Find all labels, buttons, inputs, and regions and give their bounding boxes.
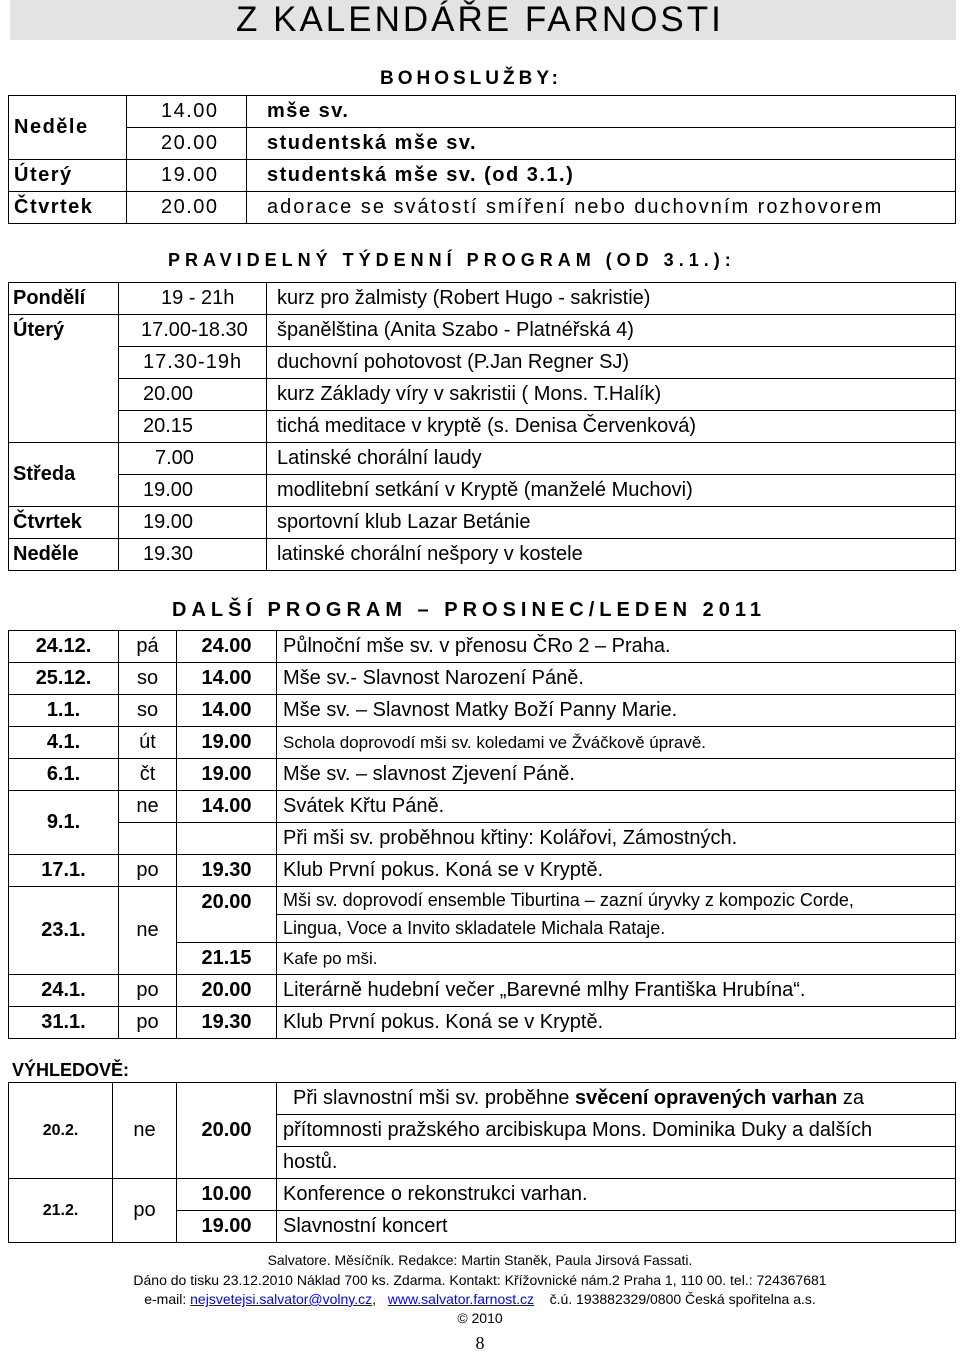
table-row <box>9 975 956 1007</box>
other-table <box>8 630 956 1039</box>
website-link[interactable]: www.salvator.farnost.cz <box>387 1291 535 1307</box>
dow-cell: út <box>119 727 177 759</box>
empty-cell <box>119 823 177 855</box>
table-row <box>9 443 956 475</box>
date-cell: 23.1. <box>9 887 119 975</box>
text-cell <box>277 1083 956 1115</box>
text-cell: Mši sv. doprovodí ensemble Tiburtina – zazní úryvky z kompozic Corde, <box>277 887 956 915</box>
text-cell: Schola doprovodí mši sv. koledami ve Žváčkově úpravě. <box>277 727 956 759</box>
text-cell: adorace se svátostí smíření nebo duchovním rozhovorem <box>247 192 956 224</box>
date-cell: 24.12. <box>9 631 119 663</box>
empty-cell <box>177 823 277 855</box>
table-row <box>9 887 956 915</box>
date-cell: 17.1. <box>9 855 119 887</box>
text-cell: Kafe po mši. <box>277 943 956 975</box>
time-cell: 20.00 <box>177 975 277 1007</box>
text-cell: studentská mše sv. <box>247 128 956 160</box>
text-cell: sportovní klub Lazar Betánie <box>267 507 956 539</box>
table-row <box>9 315 956 347</box>
time-cell: 19.00 <box>177 727 277 759</box>
day-cell: Úterý <box>9 315 119 443</box>
text-cell: kurz pro žalmisty (Robert Hugo - sakristie) <box>267 283 956 315</box>
text-cell: Svátek Křtu Páně. <box>277 791 956 823</box>
day-cell: Úterý <box>9 160 127 192</box>
time-cell: 10.00 <box>177 1179 277 1211</box>
time-cell: 20.00 <box>177 887 277 943</box>
day-cell: Neděle <box>9 96 127 160</box>
text-cell: Klub První pokus. Koná se v Kryptě. <box>277 1007 956 1039</box>
table-row <box>9 347 956 379</box>
time-cell: 20.15 <box>119 411 267 443</box>
page-number: 8 <box>475 1333 485 1353</box>
text-cell: Latinské chorální laudy <box>267 443 956 475</box>
time-cell: 19.00 <box>177 759 277 791</box>
weekly-table <box>8 282 956 571</box>
footer-line-3 <box>0 1291 960 1307</box>
dow-cell: po <box>113 1179 177 1243</box>
time-cell: 20.00 <box>177 1083 277 1179</box>
time-cell: 19.00 <box>119 475 267 507</box>
time-cell: 19.30 <box>119 539 267 571</box>
text-cell: Mše sv. – Slavnost Matky Boží Panny Marie. <box>277 695 956 727</box>
table-row <box>9 727 956 759</box>
email-label: e-mail: <box>144 1291 191 1307</box>
day-cell: Pondělí <box>9 283 119 315</box>
table-row <box>9 1083 956 1115</box>
bohosluzby-heading: BOHOSLUŽBY: <box>380 68 562 89</box>
time-cell: 19.00 <box>127 160 247 192</box>
date-cell: 9.1. <box>9 791 119 855</box>
text-cell: Půlnoční mše sv. v přenosu ČRo 2 – Praha. <box>277 631 956 663</box>
table-row <box>9 855 956 887</box>
dow-cell: so <box>119 695 177 727</box>
separator: , <box>372 1291 377 1307</box>
date-cell: 25.12. <box>9 663 119 695</box>
date-cell: 24.1. <box>9 975 119 1007</box>
time-cell: 20.00 <box>127 192 247 224</box>
dow-cell: po <box>119 855 177 887</box>
email-link[interactable]: nejsvetejsi.salvator@volny.cz <box>190 1291 373 1307</box>
footer-line-2: Dáno do tisku 23.12.2010 Náklad 700 ks. Zdarma. Kontakt: Křížovnické nám.2 Praha 1, 110 00. tel.: 724367681 <box>133 1272 827 1288</box>
text-cell: tichá meditace v kryptě (s. Denisa Červenková) <box>267 411 956 443</box>
time-cell: 24.00 <box>177 631 277 663</box>
text-emphasis: svěcení opravených varhan <box>574 1087 838 1109</box>
table-row <box>9 475 956 507</box>
table-row <box>9 759 956 791</box>
table-row <box>9 663 956 695</box>
day-cell: Čtvrtek <box>9 507 119 539</box>
time-cell: 14.00 <box>177 663 277 695</box>
time-cell: 7.00 <box>119 443 267 475</box>
text-cell: Literárně hudební večer „Barevné mlhy Františka Hrubína“. <box>277 975 956 1007</box>
dow-cell: po <box>119 1007 177 1039</box>
time-cell: 21.15 <box>177 943 277 975</box>
text-cell: španělština (Anita Szabo - Platnéřská 4) <box>267 315 956 347</box>
dow-cell: so <box>119 663 177 695</box>
table-row <box>9 631 956 663</box>
date-cell: 4.1. <box>9 727 119 759</box>
text-cell: latinské chorální nešpory v kostele <box>267 539 956 571</box>
time-cell: 19.30 <box>177 855 277 887</box>
bohosluzby-table <box>8 95 956 224</box>
day-cell: Středa <box>9 443 119 507</box>
text-cell: Mše sv.- Slavnost Narození Páně. <box>277 663 956 695</box>
dow-cell: ne <box>119 791 177 823</box>
time-cell: 17.30-19h <box>119 347 267 379</box>
dow-cell: ne <box>119 887 177 975</box>
text-part: Při slavnostní mši sv. proběhne <box>293 1087 575 1109</box>
time-cell: 19.30 <box>177 1007 277 1039</box>
table-row <box>9 411 956 443</box>
dow-cell: čt <box>119 759 177 791</box>
table-row <box>9 160 956 192</box>
table-row <box>9 823 956 855</box>
text-cell: kurz Základy víry v sakristii ( Mons. T.Halík) <box>267 379 956 411</box>
table-row <box>9 539 956 571</box>
text-cell: Mše sv. – slavnost Zjevení Páně. <box>277 759 956 791</box>
text-cell: hostů. <box>277 1147 956 1179</box>
table-row <box>9 695 956 727</box>
time-cell: 14.00 <box>177 791 277 823</box>
table-row <box>9 379 956 411</box>
time-cell: 20.00 <box>119 379 267 411</box>
text-cell: studentská mše sv. (od 3.1.) <box>247 160 956 192</box>
table-row <box>9 791 956 823</box>
other-heading: DALŠÍ PROGRAM – PROSINEC/LEDEN 2011 <box>172 599 766 621</box>
date-cell: 31.1. <box>9 1007 119 1039</box>
date-cell: 20.2. <box>9 1083 113 1179</box>
day-cell: Čtvrtek <box>9 192 127 224</box>
footer-line-1: Salvatore. Měsíčník. Redakce: Martin Staněk, Paula Jirsová Fassati. <box>267 1252 693 1268</box>
text-part: za <box>837 1087 865 1109</box>
outlook-table <box>8 1082 956 1243</box>
bank-account: č.ú. 193882329/0800 Česká spořitelna a.s. <box>549 1291 816 1307</box>
text-cell: Konference o rekonstrukci varhan. <box>277 1179 956 1211</box>
text-cell: duchovní pohotovost (P.Jan Regner SJ) <box>267 347 956 379</box>
time-cell: 14.00 <box>127 96 247 128</box>
table-row <box>9 1179 956 1211</box>
text-cell: mše sv. <box>247 96 956 128</box>
day-cell: Neděle <box>9 539 119 571</box>
table-row <box>9 507 956 539</box>
time-cell: 20.00 <box>127 128 247 160</box>
date-cell: 21.2. <box>9 1179 113 1243</box>
time-cell: 14.00 <box>177 695 277 727</box>
date-cell: 1.1. <box>9 695 119 727</box>
table-row <box>9 1007 956 1039</box>
time-cell: 19.00 <box>177 1211 277 1243</box>
copyright: © 2010 <box>457 1310 503 1326</box>
table-row <box>9 128 956 160</box>
table-row <box>9 283 956 315</box>
table-row <box>9 192 956 224</box>
text-cell: modlitební setkání v Kryptě (manželé Muchovi) <box>267 475 956 507</box>
weekly-heading: PRAVIDELNÝ TÝDENNÍ PROGRAM (OD 3.1.): <box>168 250 736 270</box>
time-cell: 19 - 21h <box>119 283 267 315</box>
text-cell: Lingua, Voce a Invito skladatele Michala Rataje. <box>277 915 956 943</box>
dow-cell: po <box>119 975 177 1007</box>
page-title: Z KALENDÁŘE FARNOSTI <box>236 0 724 39</box>
text-cell: Slavnostní koncert <box>277 1211 956 1243</box>
time-cell: 17.00-18.30 <box>119 315 267 347</box>
table-row <box>9 96 956 128</box>
text-cell: přítomnosti pražského arcibiskupa Mons. Dominika Duky a dalších <box>277 1115 956 1147</box>
text-cell: Klub První pokus. Koná se v Kryptě. <box>277 855 956 887</box>
outlook-heading: VÝHLEDOVĚ: <box>12 1060 130 1080</box>
date-cell: 6.1. <box>9 759 119 791</box>
dow-cell: pá <box>119 631 177 663</box>
text-cell: Při mši sv. proběhnou křtiny: Kolářovi, Zámostných. <box>277 823 956 855</box>
time-cell: 19.00 <box>119 507 267 539</box>
dow-cell: ne <box>113 1083 177 1179</box>
